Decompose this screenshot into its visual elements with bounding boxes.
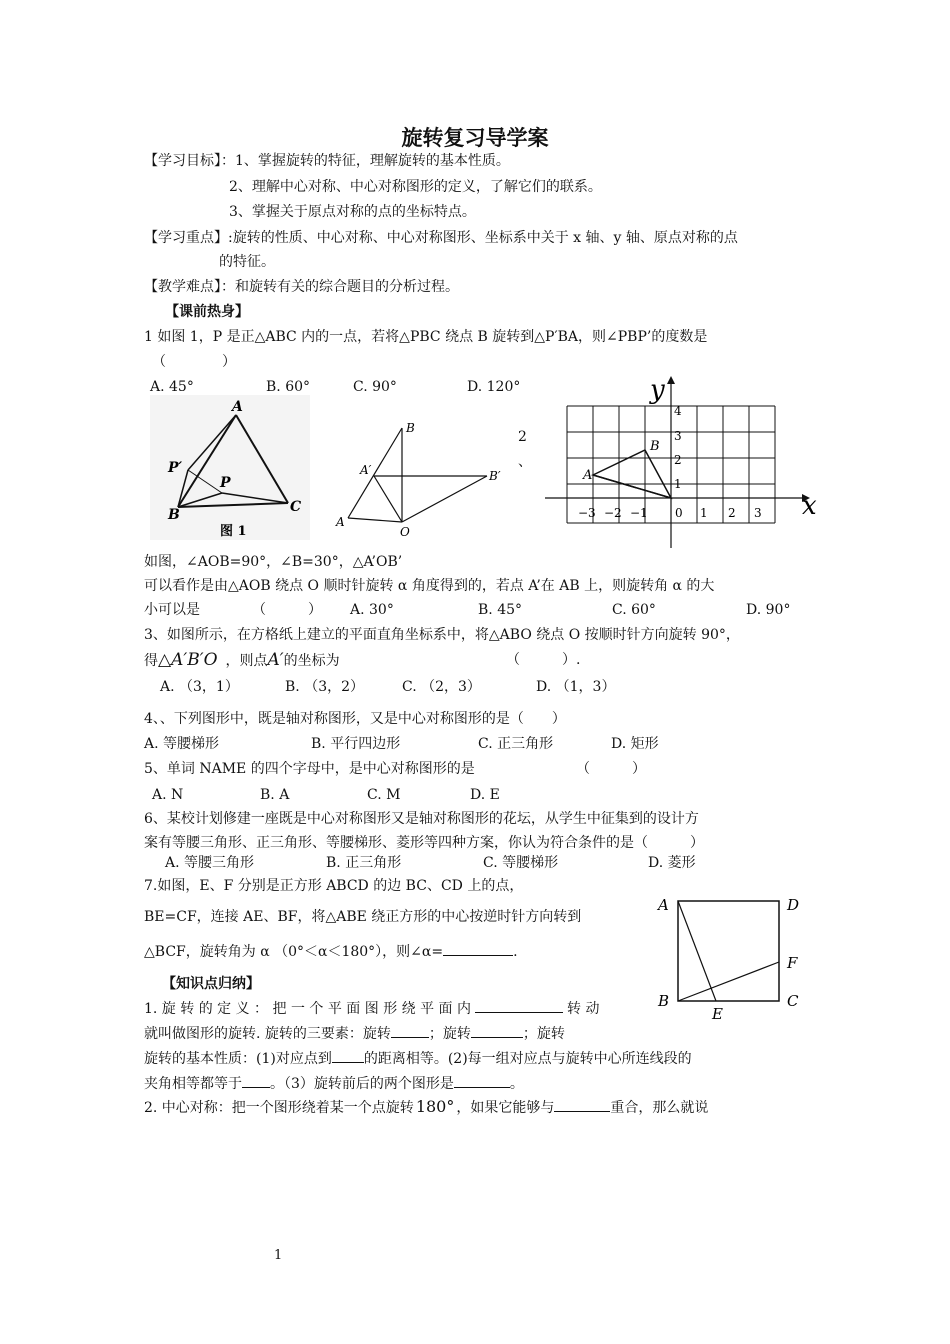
q2-number-marker: 2 (518, 429, 527, 445)
point-b-label: B (650, 439, 660, 454)
q4-option-d: D. 矩形 (611, 736, 659, 752)
q3-line-2: 得△A′B′O ，则点A′的坐标为 (144, 650, 340, 670)
focus-label: 【学习重点】 (144, 230, 228, 246)
y-tick-3: 3 (674, 429, 682, 443)
k1-blank-congruent[interactable] (454, 1073, 510, 1088)
triangle-abo (593, 450, 671, 498)
fig2-label-a-prime: A′ (360, 463, 372, 477)
q1-option-d: D. 120° (467, 379, 521, 395)
q5-option-a: A. N (152, 787, 184, 803)
figure-square (650, 888, 810, 1023)
fig2-seg-a-prime-o (374, 476, 402, 522)
segment-ae (678, 901, 716, 1001)
fig2-seg-ab (348, 428, 402, 518)
segment-ao (593, 475, 671, 498)
page-number: 1 (274, 1248, 283, 1263)
q5-paren: （ ） (576, 761, 646, 777)
q7-line-2: BE=CF，连接 AE、BF，将△ABE 绕正方形的中心按逆时针方向转到 (144, 909, 582, 925)
fig1-label-p-prime: P′ (168, 460, 183, 476)
square-label-c: C (787, 992, 799, 1010)
q3-option-c: C. （2，3） (402, 679, 481, 695)
square-label-e: E (712, 1005, 723, 1023)
q6-line-2: 案有等腰三角形、正三角形、等腰梯形、菱形等四种方案，你认为符合条件的是（ ） (144, 835, 704, 851)
q3-option-d: D. （1，3） (536, 679, 616, 695)
focus-line-2: 的特征。 (219, 254, 275, 270)
focus-line-1: 【学习重点】:旋转的性质、中心对称、中心对称图形、坐标系中关于 x 轴、y 轴、原点对称的点 (144, 230, 738, 246)
q1-stem: 1 如图 1，P 是正△ABC 内的一点，若将△PBC 绕点 B 旋转到△P′BA，则∠PBP’的度数是 (144, 329, 708, 345)
q3-triangle: △A′B′O (158, 650, 218, 670)
q6-option-c: C. 等腰梯形 (483, 855, 559, 871)
q5-stem: 5、单词 NAME 的四个字母中，是中心对称图形的是 (144, 761, 475, 777)
k2-blank-coincide[interactable] (554, 1097, 610, 1112)
y-tick-1: 1 (674, 477, 682, 491)
q1-paren: （ ） (152, 354, 236, 370)
k1-blank-definition[interactable] (475, 998, 563, 1013)
y-tick-4: 4 (674, 404, 682, 418)
x-tick-2: 2 (728, 506, 736, 520)
q3-paren: （ ）. (506, 652, 581, 668)
goals-line-2: 2、理解中心对称、中心对称图形的定义，了解它们的联系。 (229, 179, 602, 195)
fig2-seg-ao (348, 518, 402, 522)
q1-option-a: A. 45° (150, 379, 194, 395)
goals-line-1: 【学习目标】：1、掌握旋转的特征，理解旋转的基本性质。 (144, 153, 510, 169)
figure-2 (332, 412, 512, 544)
fig1-label-p: P (220, 475, 231, 491)
q6-line-1: 6、某校计划修建一座既是中心对称图形又是轴对称图形的花坛，从学生中征集到的设计方 (144, 811, 699, 827)
k1-blank-distance[interactable] (332, 1048, 364, 1063)
k2-line: 2. 中心对称：把一个图形绕着某一个点旋转 180° ，如果它能够与 重合，那么就说 (144, 1097, 709, 1116)
q7-line-1: 7.如图，E、F 分别是正方形 ABCD 的边 BC、CD 上的点， (144, 878, 524, 894)
coordinate-grid-figure (540, 372, 830, 550)
q5-option-b: B. A (260, 787, 290, 803)
q3-option-a: A. （3，1） (160, 679, 239, 695)
k1-blank-element-2[interactable] (471, 1023, 523, 1038)
q7-answer-blank[interactable] (443, 941, 513, 956)
y-axis-label: y (650, 375, 665, 405)
figure-1 (150, 395, 310, 540)
k2-degree: 180° (415, 1097, 455, 1116)
fig2-label-b-prime: B′ (489, 469, 501, 483)
goals-label: 【学习目标】 (144, 153, 221, 169)
k1-line-1: 1. 旋 转 的 定 义 ： 把 一 个 平 面 图 形 绕 平 面 内 转 动 (144, 998, 599, 1019)
square-label-f: F (787, 954, 798, 972)
q2-option-b: B. 45° (478, 602, 523, 618)
q3-line-1: 3、如图所示，在方格纸上建立的平面直角坐标系中，将△ABO 绕点 O 按顺时针方向旋转 90°， (144, 627, 740, 643)
fig2-label-a: A (336, 515, 345, 529)
page-title: 旋转复习导学案 (401, 126, 549, 150)
q4-option-c: C. 正三角形 (478, 736, 554, 752)
y-axis-arrow (667, 376, 675, 384)
k1-blank-angle[interactable] (242, 1073, 270, 1088)
fig2-label-b: B (406, 421, 415, 435)
y-tick-2: 2 (674, 453, 682, 467)
q3-option-b: B. （3，2） (285, 679, 365, 695)
q4-stem: 4、、下列图形中，既是轴对称图形，又是中心对称图形的是（ ） (144, 711, 566, 727)
q2-line-2: 可以看作是由△AOB 绕点 O 顺时针旋转 α 角度得到的，若点 A’在 AB 上，则旋转角 α 的大 (144, 578, 715, 594)
x-tick-3: 3 (754, 506, 762, 520)
q4-option-b: B. 平行四边形 (311, 736, 401, 752)
x-tick-neg1: −1 (630, 506, 648, 520)
q6-option-a: A. 等腰三角形 (165, 855, 255, 871)
q1-option-c: C. 90° (353, 379, 397, 395)
k1-line-4: 夹角相等都等于 。（3）旋转前后的两个图形是 。 (144, 1073, 524, 1094)
q7-line-3: △BCF，旋转角为 α （0°＜α＜180°），则∠α= . (144, 941, 518, 962)
square-label-b: B (658, 992, 670, 1010)
fig1-label-c: C (290, 499, 302, 515)
q5-option-d: D. E (470, 787, 500, 803)
x-tick-0: 0 (675, 506, 683, 520)
q4-option-a: A. 等腰梯形 (144, 736, 220, 752)
fig1-caption: 图 1 (220, 524, 247, 539)
x-tick-neg2: −2 (604, 506, 622, 520)
fig1-label-b: B (168, 507, 180, 523)
difficulty-label: 【教学难点】 (144, 279, 221, 295)
fig2-label-o: O (400, 525, 410, 539)
q2-option-c: C. 60° (612, 602, 656, 618)
square-abcd (678, 901, 779, 1001)
q2-option-a: A. 30° (350, 602, 394, 618)
q6-option-b: B. 正三角形 (326, 855, 402, 871)
k1-line-2: 就叫做图形的旋转. 旋转的三要素：旋转 ；旋转 ；旋转 (144, 1023, 565, 1044)
segment-bf (678, 962, 779, 1001)
warmup-label: 【课前热身】 (165, 304, 249, 320)
k1-line-3: 旋转的基本性质：(1)对应点到 的距离相等。(2)每一组对应点与旋转中心所连线段的 (144, 1048, 692, 1069)
q1-option-b: B. 60° (266, 379, 311, 395)
point-a-label: A (583, 468, 593, 483)
square-label-a: A (658, 896, 669, 914)
q2-paren: （ ） (252, 602, 322, 618)
q2-number-dot: 、 (518, 454, 532, 470)
x-tick-neg3: −3 (578, 506, 596, 520)
square-label-d: D (787, 896, 800, 914)
x-tick-1: 1 (700, 506, 708, 520)
fig1-label-a: A (232, 399, 243, 415)
k1-blank-element-1[interactable] (391, 1023, 429, 1038)
fig2-seg-b-prime-o (402, 476, 487, 522)
q2-line-3: 小可以是 (144, 602, 200, 618)
q3-point: A′ (267, 650, 284, 670)
q6-option-d: D. 菱形 (648, 855, 696, 871)
q2-option-d: D. 90° (746, 602, 791, 618)
summary-label: 【知识点归纳】 (162, 976, 260, 992)
q5-option-c: C. M (367, 787, 401, 803)
x-axis-label: x (802, 491, 817, 521)
difficulty-line: 【教学难点】：和旋转有关的综合题目的分析过程。 (144, 279, 459, 295)
goals-line-3: 3、掌握关于原点对称的点的坐标特点。 (229, 204, 476, 220)
q2-line-1: 如图，∠AOB=90°，∠B=30°，△A’OB’ (144, 554, 403, 570)
